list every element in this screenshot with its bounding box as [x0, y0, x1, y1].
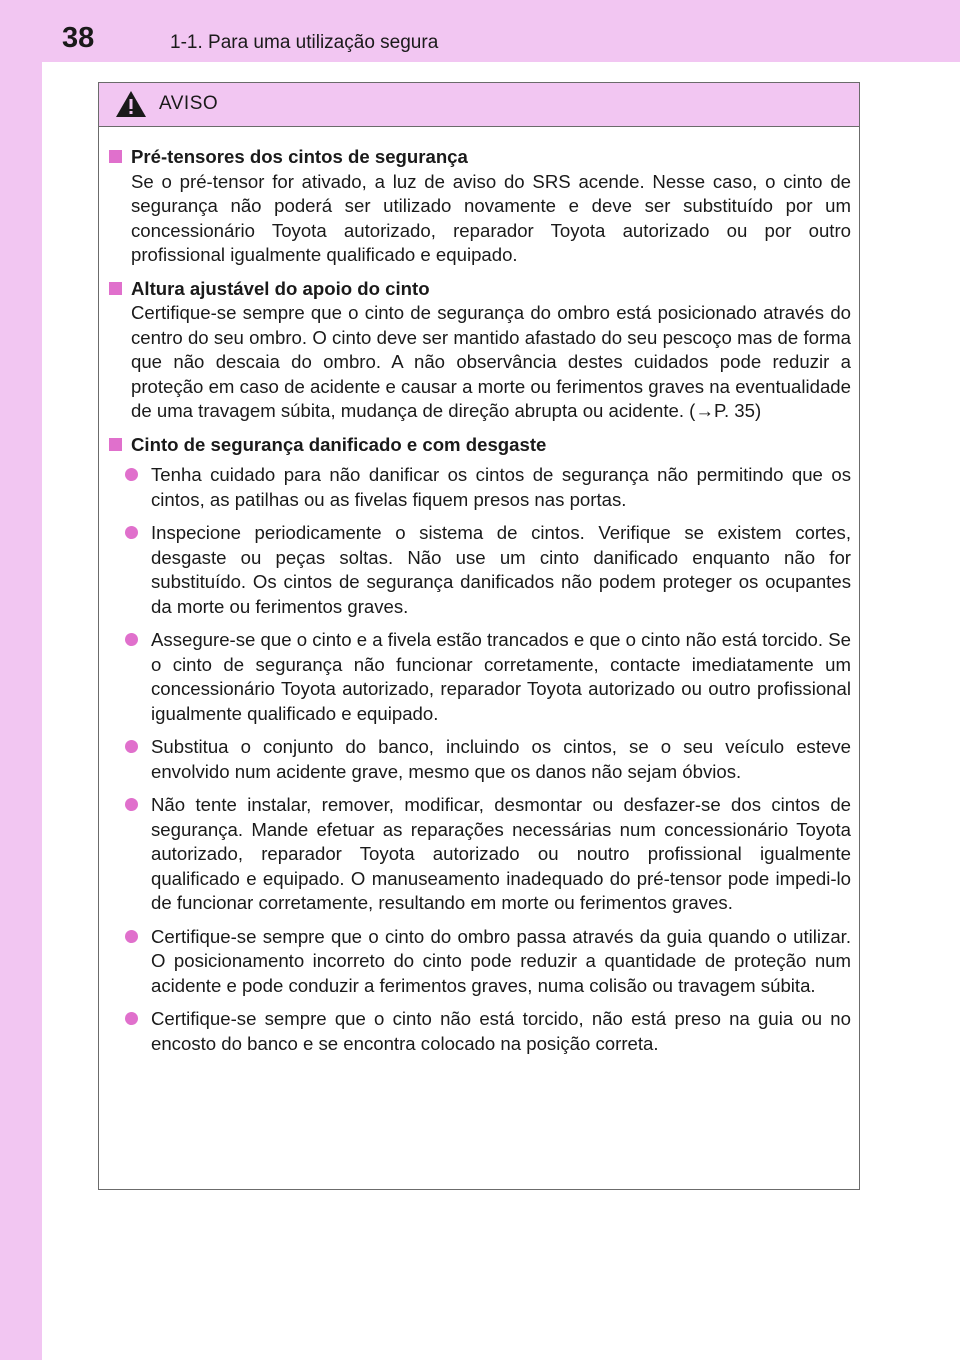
warning-box: [98, 82, 860, 1190]
round-bullet-icon: [125, 930, 138, 943]
round-bullet-icon: [125, 1012, 138, 1025]
list-item-text: Não tente instalar, remover, modificar, desmontar ou desfazer-se dos cintos de segurança. Mande efetuar as reparações necessárias num concessionário Toyota autorizado, reparador Toyota autorizado ou noutro profissional igualmente qualificado e equipado. O manuseamento inadequado do pré-tensor pode impedi-lo de funcionar corretamente, resultando em morte ou ferimentos graves.: [151, 794, 851, 913]
list-item: [107, 793, 851, 916]
section-title: 1-1. Para uma utilização segura: [170, 32, 439, 53]
warning-triangle-icon: [115, 89, 147, 119]
subsection-damaged-belts: [107, 433, 851, 458]
page-number: 38: [62, 22, 95, 54]
round-bullet-icon: [125, 468, 138, 481]
list-item: [107, 1007, 851, 1056]
round-bullet-icon: [125, 798, 138, 811]
list-item: [107, 463, 851, 512]
subsection-heading: Cinto de segurança danificado e com desgaste: [131, 433, 547, 455]
subsection-heading: Pré-tensores dos cintos de segurança: [131, 146, 468, 167]
subsection-text: Certifique-se sempre que o cinto de segurança do ombro está posicionado através do centro do seu ombro. O cinto deve ser mantido afastado do seu pescoço mas de forma que não descaia do ombro. A não observância destes cuidados pode reduzir a proteção em caso de acidente e causar a morte ou ferimentos graves na eventualidade de uma travagem súbita, mudança de direção abrupta ou acidente. (→P. 35): [131, 302, 851, 421]
list-item-text: Substitua o conjunto do banco, incluindo os cintos, se o seu veículo esteve envolvido num acidente grave, mesmo que os danos não sejam óbvios.: [151, 736, 851, 782]
list-item: [107, 735, 851, 784]
subsection-adjustable-anchor: [107, 277, 851, 424]
warning-body: [99, 127, 859, 1056]
round-bullet-icon: [125, 526, 138, 539]
square-bullet-icon: [109, 282, 122, 295]
list-item: [107, 521, 851, 619]
page-top-band: [0, 0, 960, 62]
subsection-text: Se o pré-tensor for ativado, a luz de aviso do SRS acende. Nesse caso, o cinto de segurança não poderá ser utilizado novamente e deve ser substituído por um concessionário Toyota autorizado, reparador Toyota autorizado ou por outro profissional igualmente qualificado e equipado.: [131, 170, 851, 265]
square-bullet-icon: [109, 438, 122, 451]
list-item-text: Assegure-se que o cinto e a fivela estão trancados e que o cinto não está torcido. Se o cinto de segurança não funcionar corretamente, contacte imediatamente um concessionário Toyota autorizado, reparador Toyota autorizado ou outro profissional igualmente qualificado e equipado.: [151, 629, 851, 724]
list-item-text: Certifique-se sempre que o cinto do ombro passa através da guia quando o utilizar. O posicionamento incorreto do cinto pode reduzir a quantidade de proteção num acidente e pode conduzir a ferimentos graves, numa colisão ou travagem súbita.: [151, 925, 851, 996]
round-bullet-icon: [125, 633, 138, 646]
list-item-text: Tenha cuidado para não danificar os cintos de segurança não permitindo que os cintos, as patilhas ou as fivelas fiquem presos nas portas.: [151, 464, 851, 510]
list-item: [107, 628, 851, 726]
list-item-text: Certifique-se sempre que o cinto não está torcido, não está preso na guia ou no encosto do banco e se encontra colocado na posição correta.: [151, 1008, 851, 1054]
page-side-band: [0, 0, 42, 1360]
round-bullet-icon: [125, 740, 138, 753]
list-item-text: Inspecione periodicamente o sistema de cintos. Verifique se existem cortes, desgaste ou peças soltas. Não use um cinto danificado enquanto não for substituído. Os cintos de segurança danificados não podem proteger os ocupantes da morte ou ferimentos graves.: [151, 522, 851, 617]
warning-label: AVISO: [159, 93, 219, 114]
subsection-pretensioners: [107, 145, 851, 268]
list-item: [107, 925, 851, 999]
subsection-heading: Altura ajustável do apoio do cinto: [131, 277, 430, 299]
square-bullet-icon: [109, 150, 122, 163]
warning-header: [99, 83, 859, 127]
